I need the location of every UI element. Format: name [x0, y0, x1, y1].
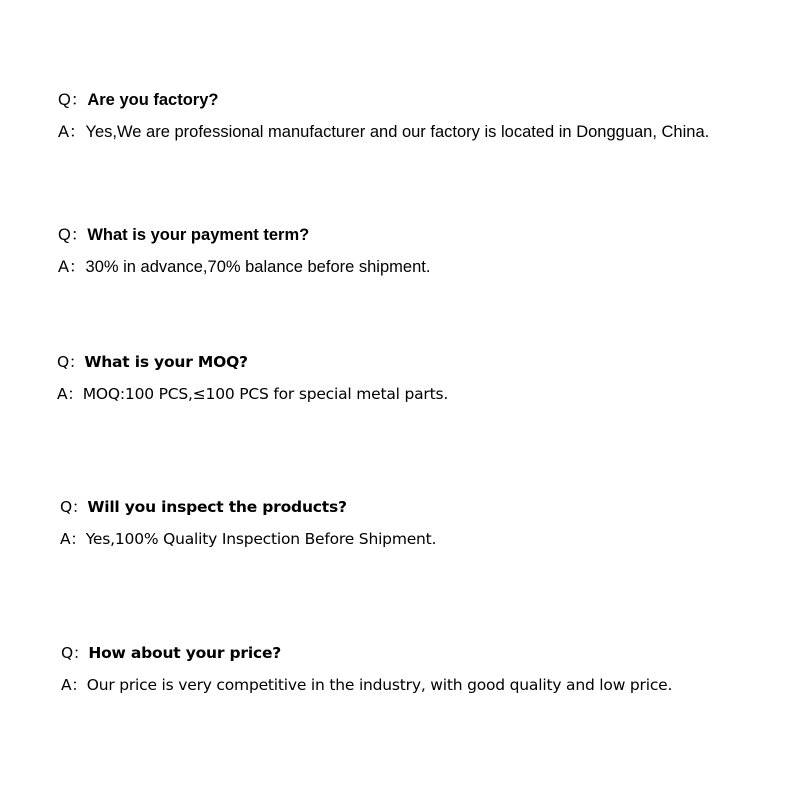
question-prefix: Q： — [61, 644, 89, 662]
answer-prefix: A： — [60, 530, 86, 548]
faq-answer — [60, 529, 436, 549]
answer-prefix: A： — [58, 258, 86, 276]
faq-answer — [57, 384, 448, 404]
question-text: How about your price? — [88, 644, 282, 662]
question-text: What is your payment term? — [87, 226, 310, 244]
question-prefix: Q： — [58, 226, 88, 244]
answer-text: 30% in advance,70% balance before shipment. — [85, 258, 431, 276]
answer-prefix: A： — [57, 385, 83, 403]
answer-text: Yes,100% Quality Inspection Before Shipment. — [85, 530, 437, 548]
faq-question — [58, 90, 218, 110]
faq-answer — [58, 257, 430, 277]
question-prefix: Q： — [58, 91, 88, 109]
faq-question — [57, 352, 248, 372]
answer-text: MOQ:100 PCS,≤100 PCS for special metal parts. — [82, 385, 449, 403]
answer-text: Our price is very competitive in the industry, with good quality and low price. — [86, 676, 673, 694]
question-text: What is your MOQ? — [84, 353, 248, 371]
answer-prefix: A： — [58, 123, 86, 141]
question-text: Are you factory? — [87, 91, 219, 109]
question-prefix: Q： — [60, 498, 88, 516]
faq-question — [60, 497, 347, 517]
faq-question — [61, 643, 281, 663]
faq-answer — [58, 122, 709, 142]
faq-question — [58, 225, 309, 245]
question-prefix: Q： — [57, 353, 85, 371]
answer-prefix: A： — [61, 676, 87, 694]
faq-answer — [61, 675, 672, 695]
answer-text: Yes,We are professional manufacturer and our factory is located in Dongguan, China. — [85, 123, 710, 141]
question-text: Will you inspect the products? — [87, 498, 347, 516]
